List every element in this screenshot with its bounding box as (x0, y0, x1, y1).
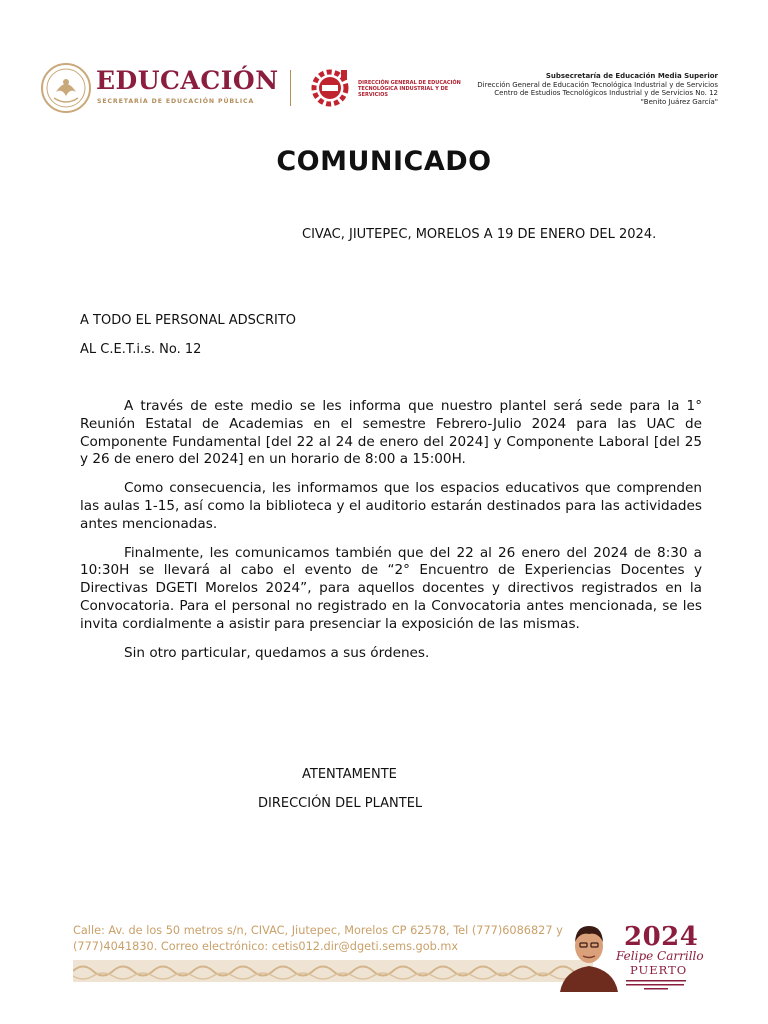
signature: DIRECCIÓN DEL PLANTEL (258, 796, 423, 811)
body-paragraph: Como consecuencia, les informamos que los espacios educativos que comprenden las aulas 1-15, así como la biblioteca y el auditorio estarán destinados para las actividades antes mencionadas. (80, 480, 702, 532)
year-logo: 2024 (624, 922, 699, 952)
commemoration-fine-print-icon (624, 979, 694, 991)
letterhead (38, 60, 718, 120)
dgeti-text: DIRECCIÓN GENERAL DE EDUCACIÓN TECNOLÓGICA INDUSTRIAL Y DE SERVICIOS (358, 80, 461, 98)
header-divider (290, 70, 291, 106)
addressee-line-2: AL C.E.T.i.s. No. 12 (80, 342, 202, 357)
body-paragraph: Sin otro particular, quedamos a sus órdenes. (124, 644, 430, 661)
dgeti-line: Dirección General de Educación Tecnológica Industrial y de Servicios (477, 80, 718, 89)
cetis-line: Centro de Estudios Tecnológicos Industrial y de Servicios No. 12 (494, 89, 718, 98)
institution-block (477, 72, 718, 106)
dgeti-gear-logo-icon (310, 64, 350, 112)
education-title: EDUCACIÓN (96, 66, 279, 95)
place-date: CIVAC, JIUTEPEC, MORELOS A 19 DE ENERO DEL 2024. (302, 227, 657, 242)
footer-address-line-1: Calle: Av. de los 50 metros s/n, CIVAC, Jiutepec, Morelos CP 62578, Tel (777)6086827 y (73, 924, 563, 937)
commemoration-place: PUERTO (630, 963, 688, 977)
footer-address (73, 923, 583, 955)
national-seal-icon (40, 62, 92, 114)
closing: ATENTAMENTE (302, 767, 397, 782)
addressee-line-1: A TODO EL PERSONAL ADSCRITO (80, 313, 296, 328)
footer-address-line-2: (777)4041830. Correo electrónico: cetis012.dir@dgeti.sems.gob.mx (73, 940, 459, 953)
sep-subtitle: SECRETARÍA DE EDUCACIÓN PÚBLICA (97, 98, 255, 105)
school-name-line: "Benito Juárez García" (640, 97, 718, 106)
document-title: COMUNICADO (276, 146, 492, 177)
decorative-pattern-band (73, 960, 593, 982)
body-paragraph: Finalmente, les comunicamos también que del 22 al 26 enero del 2024 de 8:30 a 10:30H se llevará al cabo el evento de “2° Encuentro de Experiencias Docentes y Directivas DGETI Morelos 2024”, para aquellos docentes y directivos registrados en la Convocatoria. Para el personal no registrado en la Convocatoria antes mencionada, se les invita cordialmente a asistir para presenciar la exposición de las mismas. (80, 544, 702, 632)
body-paragraph: A través de este medio se les informa que nuestro plantel será sede para la 1° Reunión Estatal de Academias en el semestre Febrero-Julio 2024 para las UAC de Componente Fundamental [del 22 al 24 de enero del 2024] y Componente Laboral [del 25 y 26 de enero del 2024] en un horario de 8:00 a 15:00H. (80, 398, 702, 468)
letter-body (80, 398, 702, 673)
portrait-illustration-icon (556, 918, 622, 992)
commemoration-name: Felipe Carrillo (616, 949, 704, 963)
subsecretaria-line: Subsecretaría de Educación Media Superior (545, 72, 718, 80)
